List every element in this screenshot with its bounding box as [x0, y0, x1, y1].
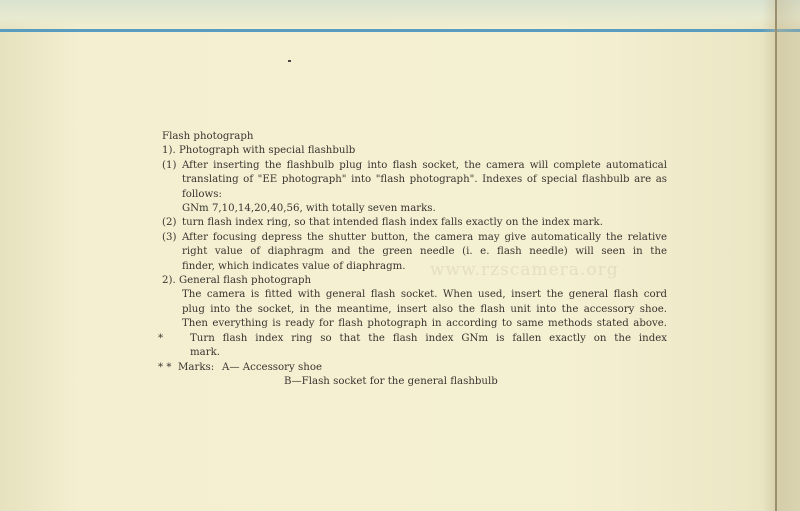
item-1-gnm-line: GNm 7,10,14,20,40,56, with totally seven marks.: [182, 203, 436, 215]
book-spine-line: [775, 0, 777, 511]
footnote-marks: [158, 361, 667, 390]
item-3-line: finder, which indicates value of diaphragm.: [182, 260, 406, 272]
section-2-number: 2).: [162, 275, 176, 287]
item-2-line: turn flash index ring, so that intended flash index falls exactly on the index mark.: [182, 217, 603, 229]
section-title: Flash photograph: [162, 131, 254, 142]
section-2-paragraph: [162, 288, 667, 331]
manual-text: [158, 130, 667, 389]
item-3-number: (3): [162, 231, 177, 243]
section-1-title: Photograph with special flashbulb: [178, 145, 356, 157]
item-2: [162, 216, 667, 230]
top-shade: [0, 0, 800, 30]
footnote-double-star: * *: [158, 361, 172, 373]
section-1-heading: [162, 144, 667, 158]
item-1: [162, 159, 667, 217]
section-2-heading: [162, 274, 667, 288]
item-3: [162, 231, 667, 274]
section-2-line: Then everything is ready for flash photograph in according to same methods stated above.: [182, 318, 667, 330]
footnote-single: [158, 332, 667, 361]
top-rule: [0, 29, 800, 32]
item-2-number: (2): [162, 217, 177, 229]
footnote-star: *: [158, 332, 164, 344]
marks-label: Marks:: [178, 361, 215, 373]
item-3-line: After focusing depress the shutter button, the camera may give automatically the relative: [182, 231, 667, 243]
item-1-line: follows:: [182, 188, 222, 200]
section-2-line: The camera is fitted with general flash socket. When used, insert the general flash cord: [182, 289, 667, 301]
item-1-line: After inserting the flashbulb plug into flash socket, the camera will complete automatical: [182, 159, 667, 171]
book-spine-shadow: [762, 0, 800, 511]
page-mark: [288, 60, 291, 62]
item-1-number: (1): [162, 159, 177, 171]
section-2-title: General flash photograph: [178, 275, 312, 287]
item-1-line: translating of "EE photograph" into "flash photograph". Indexes of special flashbulb are as: [182, 174, 667, 186]
footnote-line: mark.: [190, 347, 221, 359]
mark-a: A— Accessory shoe: [222, 361, 322, 373]
section-2-line: plug into the socket, in the meantime, insert also the flash unit into the accessory shoe.: [182, 303, 667, 315]
watermark: www.rzscamera.org: [430, 260, 619, 280]
section-1-number: 1).: [162, 145, 176, 157]
footnote-line: Turn flash index ring so that the flash index GNm is fallen exactly on the index: [190, 332, 667, 344]
mark-b: B—Flash socket for the general flashbulb: [284, 375, 498, 387]
item-3-line: right value of diaphragm and the green needle (i. e. flash needle) will seen in the: [182, 246, 667, 258]
